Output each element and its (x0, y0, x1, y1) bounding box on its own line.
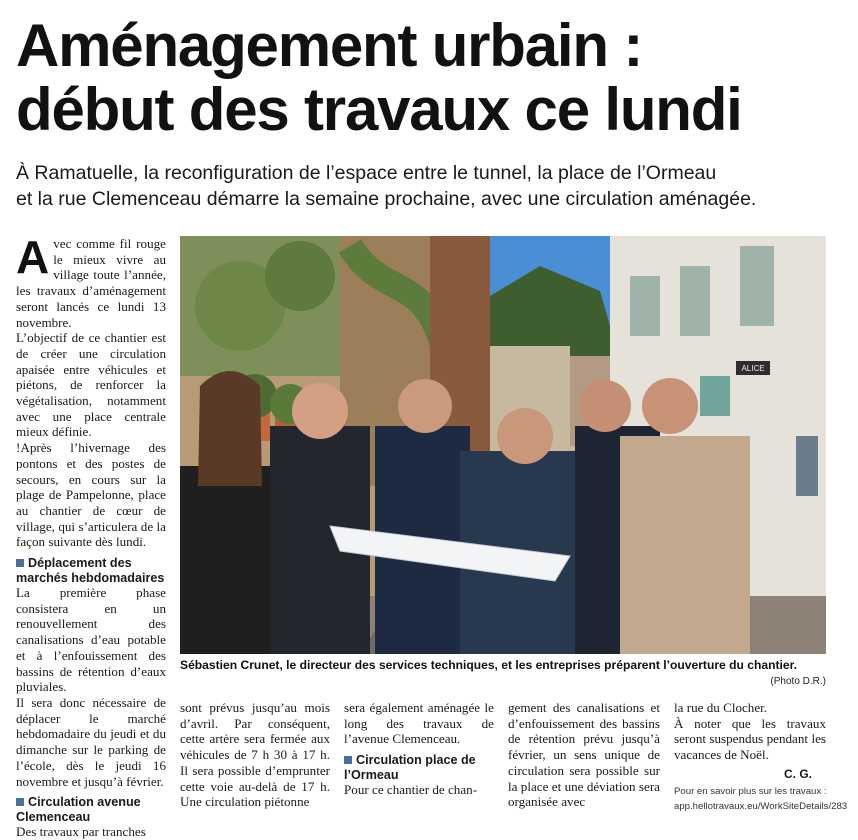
photo-credit: (Photo D.R.) (770, 676, 826, 687)
standfirst-line-1: À Ramatuelle, la reconfiguration de l’espace entre le tunnel, la place de l’Ormeau (16, 162, 717, 184)
paragraph: sera également aménagée le long des travaux de l’avenue Clemenceau. (344, 700, 494, 747)
drop-cap: A (16, 231, 50, 283)
photo-illustration (180, 236, 826, 654)
paragraph: !Après l’hivernage des pontons et des postes de secours, en cours sur la plage de Pampelonne, place au chantier de cœur de village, qui s’articulera de la façon suivante dès lundi. (16, 440, 166, 550)
subheading: Déplacement des marchés hebdomadaires (16, 556, 165, 585)
paragraph: la rue du Clocher. (674, 700, 768, 715)
more-info-link[interactable]: app.hellotravaux.eu/WorkSiteDetails/283 (674, 800, 848, 812)
photo-caption: Sébastien Crunet, le directeur des services techniques, et les entreprises préparent l’ouverture du chantier. (180, 658, 798, 672)
paragraph: À noter que les travaux seront suspendus pendant les vacances de Noël. (674, 715, 826, 763)
headline-line-2: début des travaux ce lundi (16, 76, 742, 143)
paragraph: La première phase consistera en un renouvellement des canalisations d’eau potable et à l’enfouissement des bassins de rétention d’eaux pluviales. (16, 585, 166, 695)
shop-sign: ALICE (741, 364, 765, 373)
article-column-1 (16, 231, 166, 840)
square-bullet-icon (344, 756, 352, 764)
paragraph: Il sera donc nécessaire de déplacer le marché hebdomadaire du jeudi et du dimanche sur le parking de l’école, dès le jeudi 16 novembre et jusqu’à février. (16, 694, 166, 789)
paragraph: L’objectif de ce chantier est de créer une circulation apaisée entre véhicules et piétons, de renforcer la végétalisation, notamment avec une place centrale mieux définie. (16, 330, 166, 440)
article-column-4 (508, 700, 660, 810)
article-column-5 (674, 700, 848, 813)
article-column-2 (180, 700, 330, 810)
headline (16, 14, 846, 142)
standfirst-line-2: et la rue Clemenceau démarre la semaine prochaine, avec une circulation aménagée. (16, 188, 757, 210)
paragraph: sont prévus jusqu’au mois d’avril. Par conséquent, cette artère sera fermée aux véhicules de 7 h 30 à 17 h. Il sera possible d’emprunter cette voie au-delà de 17 h. Une circulation piétonne (180, 700, 330, 810)
standfirst (16, 160, 846, 212)
subheading: Circulation place de l’Ormeau (344, 753, 476, 782)
paragraph: gement des canalisations et d’enfouissement des bassins de rétention prévu jusqu’à février, un sens unique de circulation sera possible sur la place et une déviation sera organisée avec (508, 700, 660, 810)
article-column-3 (344, 700, 494, 798)
subheading: Circulation avenue Clemenceau (16, 795, 141, 824)
paragraph: Des travaux par tranches (16, 824, 146, 840)
paragraph: vec comme fil rouge le mieux vivre au village toute l’année, les travaux d’aménagement seront lancés ce lundi 13 novembre. (16, 236, 166, 330)
square-bullet-icon (16, 798, 24, 806)
more-info-label: Pour en savoir plus sur les travaux : (674, 785, 827, 797)
square-bullet-icon (16, 559, 24, 567)
headline-line-1: Aménagement urbain : (16, 12, 643, 79)
article-photo (180, 236, 826, 654)
author-signature: C. G. (783, 766, 812, 781)
paragraph: Pour ce chantier de chan- (344, 782, 478, 798)
